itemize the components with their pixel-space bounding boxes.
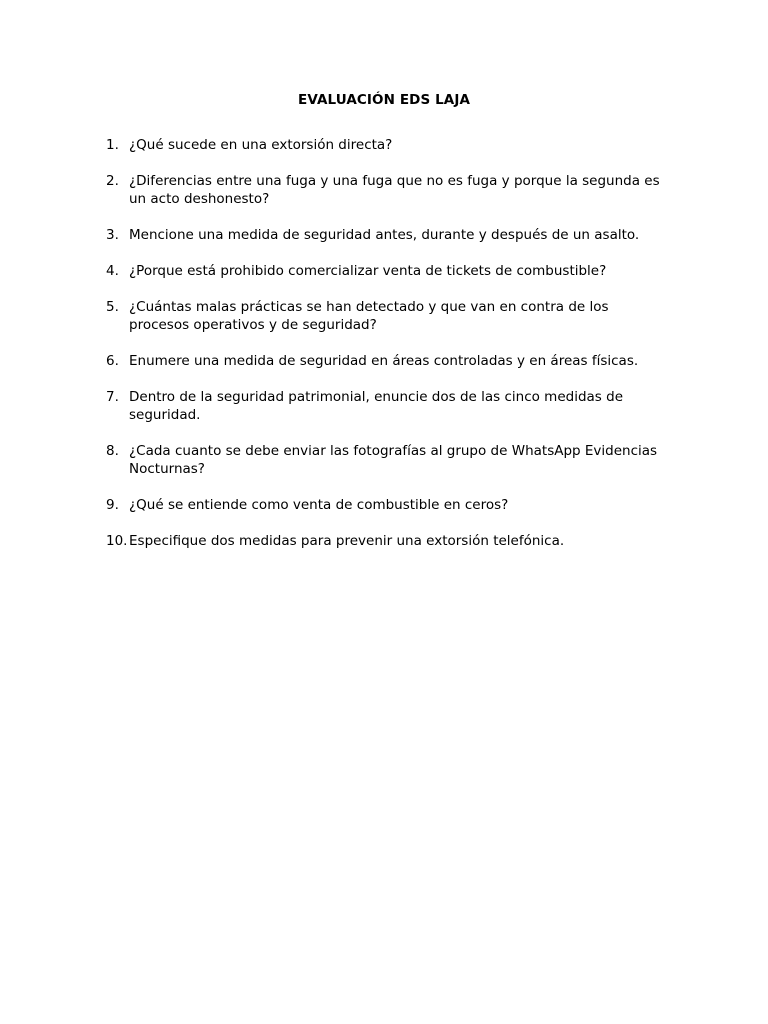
question-text: Dentro de la seguridad patrimonial, enuncie dos de las cinco medidas de seguridad. <box>129 389 623 423</box>
question-number: 7. <box>106 389 119 405</box>
question-text: Especifique dos medidas para prevenir una extorsión telefónica. <box>129 533 565 549</box>
question-number: 1. <box>106 137 119 153</box>
question-number: 2. <box>106 173 119 189</box>
question-list <box>106 136 666 568</box>
question-number: 4. <box>106 263 119 279</box>
list-item <box>106 388 666 424</box>
question-text: ¿Cuántas malas prácticas se han detectado y que van en contra de los procesos operativos y de seguridad? <box>129 299 609 333</box>
question-text: Mencione una medida de seguridad antes, durante y después de un asalto. <box>129 227 640 243</box>
question-text: ¿Qué se entiende como venta de combustible en ceros? <box>129 497 509 513</box>
list-item <box>106 496 666 514</box>
document-title: EVALUACIÓN EDS LAJA <box>298 92 470 108</box>
question-number: 10. <box>106 533 128 549</box>
list-item <box>106 352 666 370</box>
list-item <box>106 226 666 244</box>
question-text: Enumere una medida de seguridad en áreas controladas y en áreas físicas. <box>129 353 639 369</box>
question-number: 9. <box>106 497 119 513</box>
question-number: 6. <box>106 353 119 369</box>
list-item <box>106 298 666 334</box>
question-text: ¿Diferencias entre una fuga y una fuga que no es fuga y porque la segunda es un acto deshonesto? <box>129 173 660 207</box>
list-item <box>106 136 666 154</box>
question-number: 5. <box>106 299 119 315</box>
list-item <box>106 442 666 478</box>
question-number: 8. <box>106 443 119 459</box>
list-item <box>106 532 666 550</box>
list-item <box>106 262 666 280</box>
question-text: ¿Cada cuanto se debe enviar las fotografías al grupo de WhatsApp Evidencias Nocturnas? <box>129 443 658 477</box>
question-number: 3. <box>106 227 119 243</box>
list-item <box>106 172 666 208</box>
question-text: ¿Porque está prohibido comercializar venta de tickets de combustible? <box>129 263 607 279</box>
question-text: ¿Qué sucede en una extorsión directa? <box>129 137 393 153</box>
